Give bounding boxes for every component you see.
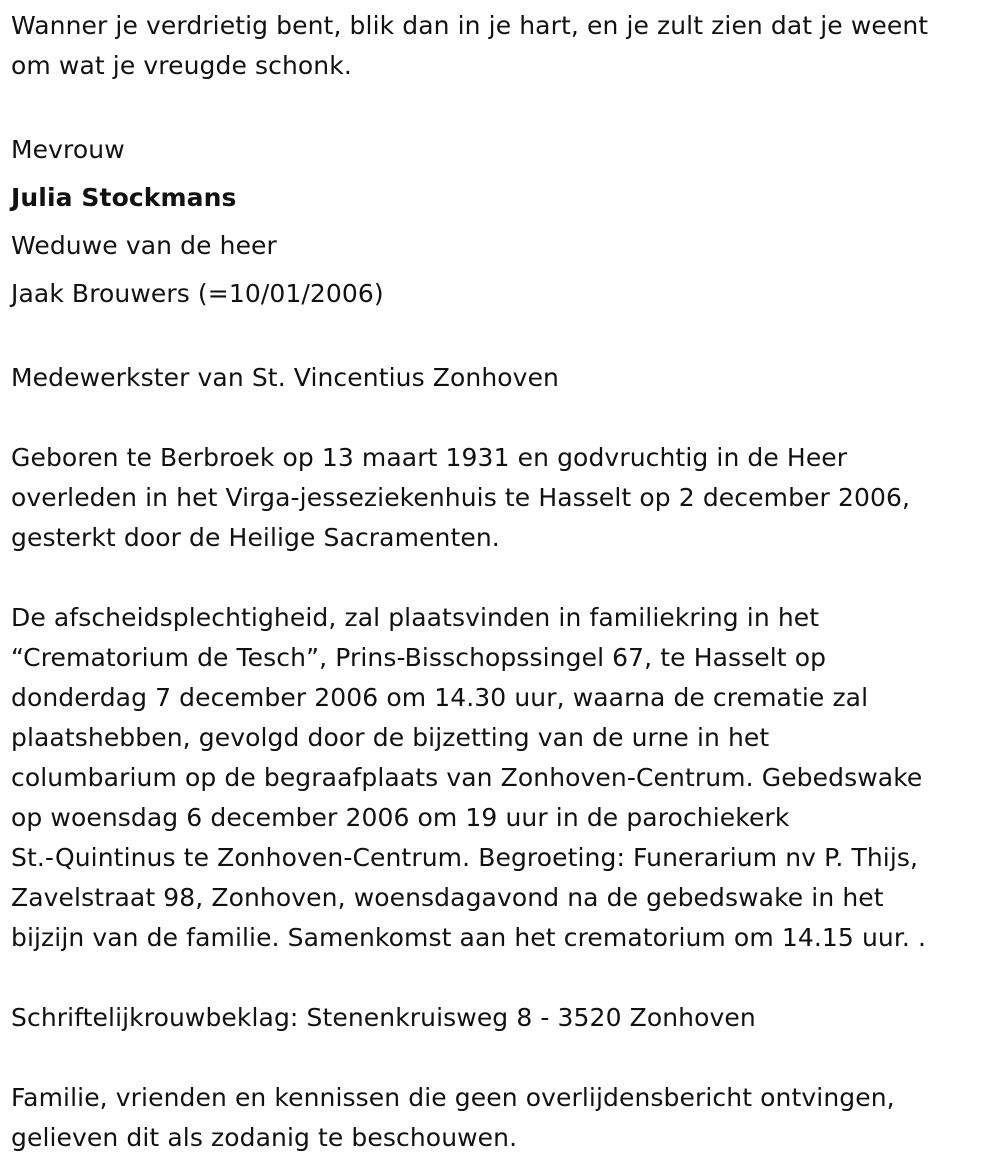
- condolence-address: Schriftelijkrouwbeklag: Stenenkruisweg 8 - 3520 Zonhoven: [11, 1003, 756, 1032]
- quote-paragraph: [11, 6, 991, 86]
- ceremony-line: “Crematorium de Tesch”, Prins-Bisschopssingel 67, te Hasselt op: [11, 643, 827, 672]
- widow-of: Weduwe van de heer: [11, 231, 277, 260]
- paragraph-spacer: [11, 1038, 991, 1078]
- occupation-paragraph: [11, 358, 991, 398]
- spouse-name: Jaak Brouwers (=10/01/2006): [11, 279, 384, 308]
- paragraph-spacer: [11, 958, 991, 998]
- ceremony-line: columbarium op de begraafplaats van Zonhoven-Centrum. Gebedswake: [11, 763, 923, 792]
- ceremony-line: St.-Quintinus te Zonhoven-Centrum. Begroeting: Funerarium nv P. Thijs,: [11, 843, 919, 872]
- ceremony-line: Zavelstraat 98, Zonhoven, woensdagavond na de gebedswake in het: [11, 883, 884, 912]
- ceremony-line: De afscheidsplechtigheid, zal plaatsvinden in familiekring in het: [11, 603, 820, 632]
- paragraph-spacer: [11, 558, 991, 598]
- birth-death-line: overleden in het Virga-jesseziekenhuis te Hasselt op 2 december 2006,: [11, 483, 911, 512]
- paragraph-spacer: [11, 398, 991, 438]
- ceremony-paragraph: [11, 598, 991, 958]
- closing-paragraph: [11, 1078, 991, 1158]
- ceremony-line: op woensdag 6 december 2006 om 19 uur in de parochiekerk: [11, 803, 790, 832]
- quote-line: om wat je vreugde schonk.: [11, 51, 352, 80]
- salutation: Mevrouw: [11, 135, 125, 164]
- birth-death-line: Geboren te Berbroek op 13 maart 1931 en godvruchtig in de Heer: [11, 443, 848, 472]
- birth-death-line: gesterkt door de Heilige Sacramenten.: [11, 523, 500, 552]
- ceremony-line: bijzijn van de familie. Samenkomst aan het crematorium om 14.15 uur. .: [11, 923, 927, 952]
- occupation: Medewerkster van St. Vincentius Zonhoven: [11, 363, 559, 392]
- paragraph-spacer: [11, 318, 991, 358]
- birth-death-paragraph: [11, 438, 991, 558]
- ceremony-line: plaatshebben, gevolgd door de bijzetting van de urne in het: [11, 723, 770, 752]
- closing-line: Familie, vrienden en kennissen die geen overlijdensbericht ontvingen,: [11, 1083, 895, 1112]
- closing-line: gelieven dit als zodanig te beschouwen.: [11, 1123, 518, 1152]
- quote-line: Wanner je verdrietig bent, blik dan in je hart, en je zult zien dat je weent: [11, 11, 929, 40]
- paragraph-spacer: [11, 86, 991, 126]
- obituary-document: [11, 6, 991, 1158]
- ceremony-line: donderdag 7 december 2006 om 14.30 uur, waarna de crematie zal: [11, 683, 869, 712]
- deceased-name: Julia Stockmans: [11, 183, 237, 212]
- name-block: [11, 126, 991, 318]
- condolence-paragraph: [11, 998, 991, 1038]
